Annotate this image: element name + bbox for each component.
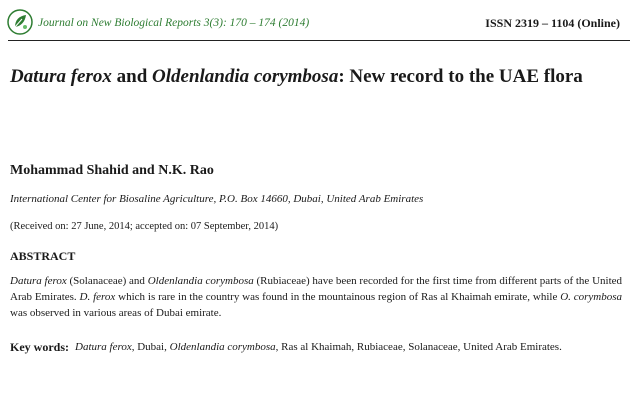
title-species-2: Oldenlandia corymbosa xyxy=(152,66,339,87)
keyword-species-1: Datura ferox xyxy=(75,341,132,353)
page-header xyxy=(6,8,630,38)
abstract-text-4: was observed in various areas of Dubai emirate. xyxy=(10,307,222,319)
keywords-list xyxy=(75,339,622,355)
header-divider xyxy=(8,40,630,41)
keywords-label: Key words: xyxy=(10,340,69,354)
keyword-text-1: , Dubai, xyxy=(131,341,170,353)
abstract-species-3: D. ferox xyxy=(79,291,116,303)
abstract-species-2: Oldenlandia corymbosa xyxy=(147,275,254,287)
abstract-text xyxy=(10,273,622,321)
abstract-text-2: (Rubiaceae) have been recorded for the first time from different parts of the United Arab Emirates. xyxy=(10,275,623,303)
title-rest: : New record to the UAE flora xyxy=(338,66,583,87)
title-species-1: Datura ferox xyxy=(10,66,112,87)
journal-reference: Journal on New Biological Reports 3(3): 170 – 174 (2014) xyxy=(38,17,310,29)
abstract-species-4: O. corymbosa xyxy=(560,291,623,303)
leaf-logo-icon xyxy=(6,8,34,36)
issn-label: ISSN 2319 – 1104 (Online) xyxy=(485,16,620,30)
article-title xyxy=(10,58,620,96)
abstract-text-1: (Solanaceae) and xyxy=(66,275,148,287)
keyword-species-2: Oldenlandia corymbosa xyxy=(169,341,276,353)
received-accepted-dates: (Received on: 27 June, 2014; accepted on: 07 September, 2014) xyxy=(10,221,279,232)
author-affiliation: International Center for Biosaline Agriculture, P.O. Box 14660, Dubai, United Arab Emirates xyxy=(10,193,424,205)
abstract-heading: ABSTRACT xyxy=(10,249,76,263)
author-list: Mohammad Shahid and N.K. Rao xyxy=(10,163,214,178)
keywords-section xyxy=(10,339,622,355)
abstract-species-1: Datura ferox xyxy=(10,275,67,287)
abstract-text-3: which is rare in the country was found in the mountainous region of Ras al Khaimah emirate, while xyxy=(115,291,561,303)
title-conjunction: and xyxy=(111,66,153,87)
keyword-text-2: , Ras al Khaimah, Rubiaceae, Solanaceae, United Arab Emirates. xyxy=(275,341,562,353)
